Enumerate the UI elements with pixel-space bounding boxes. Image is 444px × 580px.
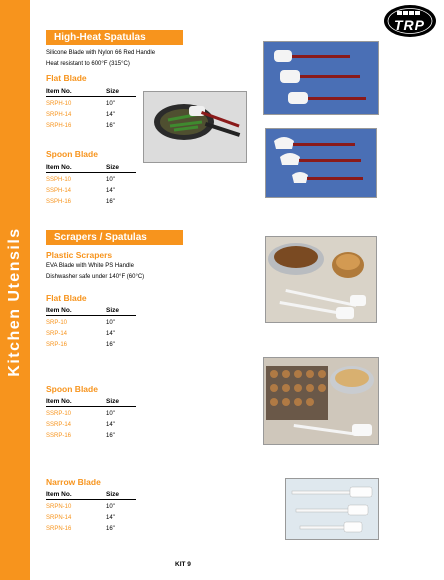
item-no: SRPN-14 [46, 515, 72, 521]
photo-baking-tray [263, 357, 379, 445]
scrapers-spoon-title: Spoon Blade [46, 384, 98, 394]
item-no: SSRP-14 [46, 422, 72, 428]
size: 16" [106, 342, 115, 348]
table-row [46, 121, 136, 132]
item-no: SSPH-14 [46, 188, 72, 194]
plastic-scrapers-title: Plastic Scrapers [46, 250, 113, 260]
photo-frying-pan [143, 91, 247, 163]
item-no: SSPH-16 [46, 199, 72, 205]
high-heat-spoon-table [46, 164, 136, 208]
table-row [46, 524, 136, 535]
table-header [46, 88, 136, 97]
table-row [46, 431, 136, 442]
size: 10" [106, 411, 115, 417]
header-item-no: Item No. [46, 307, 72, 314]
item-no: SRPH-10 [46, 101, 72, 107]
high-heat-flat-table [46, 88, 136, 132]
size: 10" [106, 101, 115, 107]
table-row [46, 420, 136, 431]
table-header [46, 491, 136, 500]
size: 16" [106, 123, 115, 129]
header-size: Size [106, 491, 120, 498]
size: 10" [106, 320, 115, 326]
table-row [46, 502, 136, 513]
photo-narrow-scrapers [285, 478, 379, 540]
scrapers-narrow-title: Narrow Blade [46, 477, 101, 487]
high-heat-desc-1: Silicone Blade with Nylon 66 Red Handle [46, 50, 156, 56]
table-row [46, 409, 136, 420]
table-row [46, 197, 136, 208]
logo-text: TRP [394, 17, 425, 33]
item-no: SRPN-16 [46, 526, 72, 532]
table-row [46, 513, 136, 524]
header-size: Size [106, 398, 120, 405]
header-size: Size [106, 164, 120, 171]
scrapers-narrow-table [46, 491, 136, 535]
size: 14" [106, 188, 115, 194]
item-no: SSRP-10 [46, 411, 72, 417]
size: 14" [106, 112, 115, 118]
table-row [46, 329, 136, 340]
page-footer: KIT 9 [175, 561, 191, 568]
table-row [46, 110, 136, 121]
header-size: Size [106, 88, 120, 95]
item-no: SRPH-16 [46, 123, 72, 129]
photo-spoon-spatulas-high-heat [265, 128, 377, 198]
header-item-no: Item No. [46, 88, 72, 95]
header-item-no: Item No. [46, 164, 72, 171]
size: 10" [106, 177, 115, 183]
item-no: SSRP-16 [46, 433, 72, 439]
size: 16" [106, 433, 115, 439]
side-bar [0, 0, 30, 580]
header-item-no: Item No. [46, 491, 72, 498]
scrapers-flat-title: Flat Blade [46, 293, 87, 303]
scrapers-spoon-table [46, 398, 136, 442]
section-title-scrapers: Scrapers / Spatulas [46, 230, 183, 245]
high-heat-desc-2: Heat resistant to 600°F (315°C) [46, 61, 130, 67]
table-row [46, 318, 136, 329]
size: 14" [106, 331, 115, 337]
table-header [46, 307, 136, 316]
side-label: Kitchen Utensils [6, 227, 23, 377]
item-no: SRPH-14 [46, 112, 72, 118]
size: 16" [106, 199, 115, 205]
table-row [46, 340, 136, 351]
item-no: SSPH-10 [46, 177, 72, 183]
size: 10" [106, 504, 115, 510]
scrapers-desc-1: EVA Blade with White PS Handle [46, 263, 134, 269]
item-no: SRP-14 [46, 331, 68, 337]
header-size: Size [106, 307, 120, 314]
section-title-high-heat: High-Heat Spatulas [46, 30, 183, 45]
item-no: SRPN-10 [46, 504, 72, 510]
item-no: SRP-16 [46, 342, 68, 348]
item-no: SRP-10 [46, 320, 68, 326]
scrapers-desc-2: Dishwasher safe under 140°F (60°C) [46, 274, 145, 280]
scrapers-flat-table [46, 307, 136, 351]
table-row [46, 186, 136, 197]
table-header [46, 398, 136, 407]
photo-flat-spatulas-high-heat [263, 41, 379, 115]
photo-plastic-scrapers [265, 236, 377, 323]
header-item-no: Item No. [46, 398, 72, 405]
table-row [46, 99, 136, 110]
size: 14" [106, 422, 115, 428]
size: 14" [106, 515, 115, 521]
high-heat-spoon-title: Spoon Blade [46, 149, 98, 159]
table-row [46, 175, 136, 186]
high-heat-flat-title: Flat Blade [46, 73, 87, 83]
table-header [46, 164, 136, 173]
logo [383, 4, 437, 38]
size: 16" [106, 526, 115, 532]
